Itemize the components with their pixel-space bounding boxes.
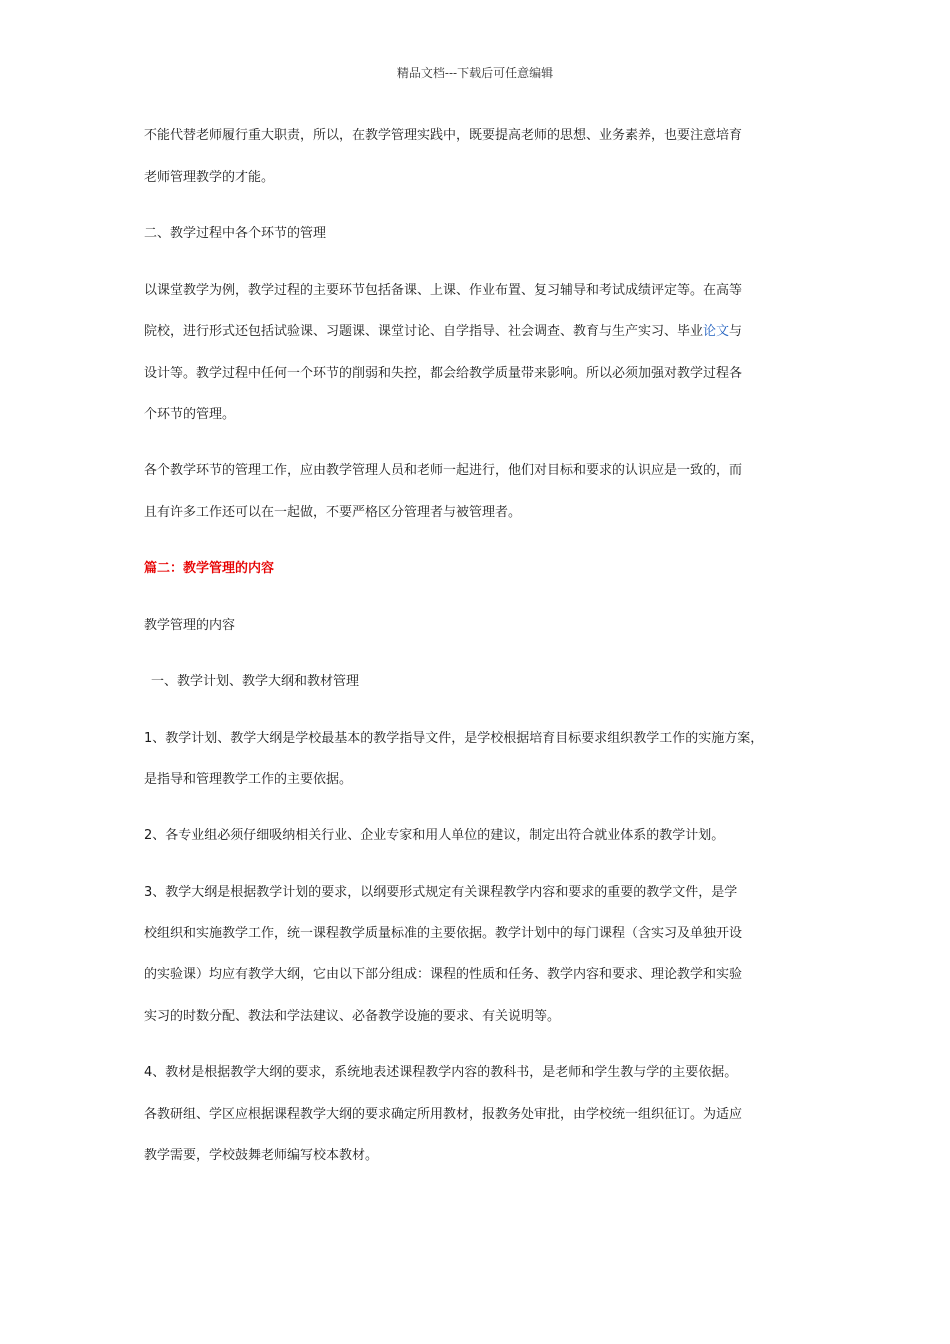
chapter-heading: 篇二：教学管理的内容: [144, 561, 275, 576]
paragraph-line: 教学需要，学校鼓舞老师编写校本教材。: [144, 1148, 379, 1163]
paragraph-line: 不能代替老师履行重大职责，所以，在教学管理实践中，既要提高老师的思想、业务素养，也要注意培育: [144, 128, 743, 143]
paragraph-line: 4、教材是根据教学大纲的要求，系统地表述课程教学内容的教科书，是老师和学生教与学的主要依据。: [144, 1065, 738, 1080]
section-heading: 一、教学计划、教学大纲和教材管理: [151, 674, 360, 689]
thesis-link[interactable]: 论文: [703, 324, 730, 339]
paragraph-line: 校组织和实施教学工作，统一课程教学质量标准的主要依据。教学计划中的每门课程（含实习及单独开设: [144, 926, 743, 941]
paragraph-line: 以课堂教学为例，教学过程的主要环节包括备课、上课、作业布置、复习辅导和考试成绩评定等。在高等: [144, 283, 743, 298]
paragraph-line: 的实验课）均应有教学大纲，它由以下部分组成：课程的性质和任务、教学内容和要求、理论教学和实验: [144, 967, 743, 982]
paragraph-line: 实习的时数分配、教法和学法建议、必备教学设施的要求、有关说明等。: [144, 1009, 561, 1024]
paragraph-line: 设计等。教学过程中任何一个环节的削弱和失控，都会给教学质量带来影响。所以必须加强对教学过程各: [144, 366, 743, 381]
document-subtitle: 教学管理的内容: [144, 618, 236, 633]
paragraph-line: 3、教学大纲是根据教学计划的要求，以纲要形式规定有关课程教学内容和要求的重要的教学文件，是学: [144, 885, 738, 900]
paragraph-line: [144, 323, 742, 341]
paragraph-line: 个环节的管理。: [144, 407, 236, 422]
paragraph-line: 是指导和管理教学工作的主要依据。: [144, 772, 353, 787]
paragraph-line: 各个教学环节的管理工作，应由教学管理人员和老师一起进行，他们对目标和要求的认识应是一致的，而: [144, 463, 743, 478]
section-heading: 二、教学过程中各个环节的管理: [144, 226, 327, 241]
paragraph-text: 院校，进行形式还包括试验课、习题课、课堂讨论、自学指导、社会调查、教育与生产实习、毕业: [144, 324, 704, 339]
paragraph-text: 与: [729, 324, 743, 339]
page-header: 精品文档---下载后可任意编辑: [396, 66, 554, 80]
paragraph-line: 老师管理教学的才能。: [144, 170, 275, 185]
paragraph-line: 1、教学计划、教学大纲是学校最基本的教学指导文件，是学校根据培育目标要求组织教学工作的实施方案，: [144, 731, 764, 746]
paragraph-line: 各教研组、学区应根据课程教学大纲的要求确定所用教材，报教务处审批，由学校统一组织征订。为适应: [144, 1107, 743, 1122]
paragraph-line: 2、各专业组必须仔细吸纳相关行业、企业专家和用人单位的建议，制定出符合就业体系的教学计划。: [144, 828, 725, 843]
paragraph-line: 且有许多工作还可以在一起做，不要严格区分管理者与被管理者。: [144, 505, 522, 520]
